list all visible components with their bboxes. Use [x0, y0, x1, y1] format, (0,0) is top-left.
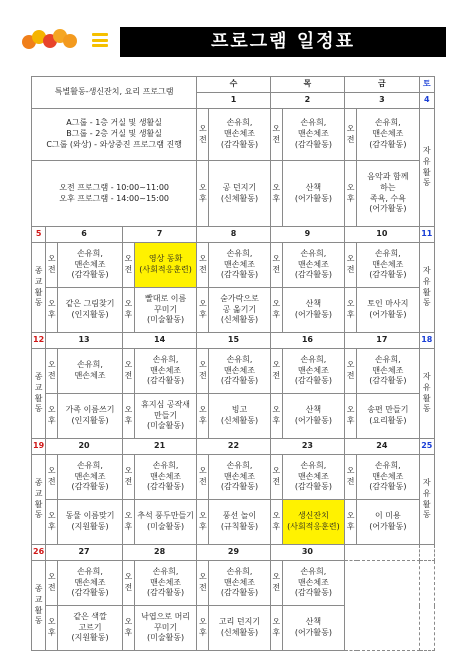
pm-cell: 산책 (어가활동) — [282, 606, 344, 651]
pm-label: 오후 — [345, 288, 357, 333]
day-header-wed: 수 — [197, 77, 270, 93]
am-cell: 손유희, 맨손체조 (감각활동) — [357, 349, 419, 394]
pm-label: 오후 — [122, 606, 134, 651]
pm-cell: 가족 이름쓰기 (인지활동) — [58, 394, 123, 439]
empty-cell — [345, 545, 419, 561]
date-26: 26 — [32, 545, 46, 561]
date-13: 13 — [46, 333, 123, 349]
am-cell: 손유희, 맨손체조 (감각활동) — [282, 455, 344, 500]
pm-cell: 고리 던지기 (신체활동) — [209, 606, 270, 651]
am-cell: 손유희, 맨손체조 (감각활동) — [134, 561, 196, 606]
am-label: 오전 — [197, 561, 209, 606]
date-10: 10 — [345, 227, 419, 243]
pm-label: 오후 — [345, 500, 357, 545]
am-label: 오전 — [46, 561, 58, 606]
saturday-side-label: 자유활동 — [419, 243, 434, 333]
am-label: 오전 — [197, 349, 209, 394]
pm-label: 오후 — [270, 606, 282, 651]
time-info — [32, 161, 197, 227]
am-cell: 손유희, 맨손체조 — [58, 349, 123, 394]
date-2: 2 — [270, 93, 344, 109]
am-cell: 손유희, 맨손체조 (감각활동) — [357, 455, 419, 500]
sunday-side-label: 종교활동 — [32, 561, 46, 651]
am-label: 오전 — [270, 349, 282, 394]
pm-time: 오후 프로그램 - 14:00~15:00 — [59, 193, 169, 203]
day-header-sat: 토 — [419, 77, 434, 93]
date-3: 3 — [345, 93, 419, 109]
date-16: 16 — [270, 333, 344, 349]
pm-label: 오후 — [122, 500, 134, 545]
pm-cell: 숟가락으로 공 옮기기 (신체활동) — [209, 288, 270, 333]
group-a: A그룹 - 1층 거실 및 생활실 — [66, 118, 163, 128]
am-label: 오전 — [46, 455, 58, 500]
pm-cell: 낙엽으로 머리 꾸미기 (미술활동) — [134, 606, 196, 651]
logo-icon — [22, 26, 86, 52]
pm-label: 오후 — [270, 288, 282, 333]
page-title: 프로그램 일정표 — [120, 27, 446, 57]
date-4: 4 — [419, 93, 434, 109]
date-24: 24 — [345, 439, 419, 455]
pm-cell: 같은 그림찾기 (인지활동) — [58, 288, 123, 333]
pm-cell: 동물 이름맞기 (지원활동) — [58, 500, 123, 545]
date-11: 11 — [419, 227, 434, 243]
pm-label: 오후 — [122, 288, 134, 333]
sunday-side-label: 종교활동 — [32, 349, 46, 439]
am-time: 오전 프로그램 - 10:00~11:00 — [59, 182, 169, 192]
pm-cell: 산책 (어가활동) — [282, 394, 344, 439]
pm-label: 오후 — [197, 161, 209, 227]
pm-label: 오후 — [46, 394, 58, 439]
am-label: 오전 — [345, 109, 357, 161]
date-28: 28 — [122, 545, 196, 561]
pm-cell: 토인 마사지 (어가활동) — [357, 288, 419, 333]
pm-cell: 송편 만들기 (요리활동) — [357, 394, 419, 439]
saturday-side-label: 자유활동 — [419, 109, 434, 227]
am-label: 오전 — [46, 243, 58, 288]
pm-label: 오후 — [46, 606, 58, 651]
group-c: C그룹 (와상) - 와상중진 프로그램 진행 — [46, 139, 182, 149]
am-cell: 손유희, 맨손체조 (감각활동) — [209, 349, 270, 394]
empty-cell — [345, 561, 419, 651]
pm-label: 오후 — [122, 394, 134, 439]
pm-cell: 같은 색깔 고르기 (지원활동) — [58, 606, 123, 651]
date-20: 20 — [46, 439, 123, 455]
page-header — [0, 0, 462, 62]
am-label: 오전 — [46, 349, 58, 394]
pm-label: 오후 — [46, 500, 58, 545]
pm-label: 오후 — [197, 288, 209, 333]
pm-cell: 음악과 함께 하는 족욕, 수욕 (어가활동) — [357, 161, 419, 227]
am-label: 오전 — [345, 349, 357, 394]
pm-cell: 산책 (어가활동) — [282, 288, 344, 333]
date-6: 6 — [46, 227, 123, 243]
empty-cell — [419, 561, 434, 651]
date-29: 29 — [197, 545, 270, 561]
group-info — [32, 109, 197, 161]
pm-cell: 공 던지기 (신체활동) — [209, 161, 270, 227]
am-label: 오전 — [345, 455, 357, 500]
intro-title: 특별활동-생신잔치, 요리 프로그램 — [32, 77, 197, 109]
pm-label: 오후 — [270, 161, 282, 227]
pm-cell: 추석 풍두만들기 (미술활동) — [134, 500, 196, 545]
date-23: 23 — [270, 439, 344, 455]
menu-icon[interactable] — [92, 33, 108, 47]
pm-label: 오후 — [46, 288, 58, 333]
am-cell: 손유희, 맨손체조 (감각활동) — [58, 455, 123, 500]
date-22: 22 — [197, 439, 270, 455]
am-label: 오전 — [270, 455, 282, 500]
pm-label: 오후 — [270, 500, 282, 545]
pm-cell: 풍선 놀이 (규칙활동) — [209, 500, 270, 545]
date-18: 18 — [419, 333, 434, 349]
date-30: 30 — [270, 545, 344, 561]
am-cell: 손유희, 맨손체조 (감각활동) — [282, 561, 344, 606]
date-17: 17 — [345, 333, 419, 349]
saturday-side-label: 자유활동 — [419, 349, 434, 439]
date-8: 8 — [197, 227, 270, 243]
pm-label: 오후 — [270, 394, 282, 439]
pm-label: 오후 — [197, 394, 209, 439]
am-cell: 손유희, 맨손체조 (감각활동) — [209, 243, 270, 288]
pm-label: 오후 — [197, 500, 209, 545]
date-15: 15 — [197, 333, 270, 349]
date-1: 1 — [197, 93, 270, 109]
am-cell: 손유희, 맨손체조 (감각활동) — [134, 349, 196, 394]
date-7: 7 — [122, 227, 196, 243]
am-label: 오전 — [197, 455, 209, 500]
am-cell: 손유희, 맨손체조 (감각활동) — [282, 109, 344, 161]
am-cell: 손유희, 맨손체조 (감각활동) — [58, 243, 123, 288]
am-label: 오전 — [197, 109, 209, 161]
am-label: 오전 — [197, 243, 209, 288]
am-cell-highlight: 영상 동화 (사회적응훈련) — [134, 243, 196, 288]
pm-label: 오후 — [345, 161, 357, 227]
am-cell: 손유희, 맨손체조 (감각활동) — [134, 455, 196, 500]
sunday-side-label: 종교활동 — [32, 243, 46, 333]
date-25: 25 — [419, 439, 434, 455]
am-cell: 손유희, 맨손체조 (감각활동) — [357, 243, 419, 288]
group-b: B그룹 - 2층 거실 및 생활실 — [66, 129, 163, 139]
am-label: 오전 — [122, 349, 134, 394]
am-cell: 손유희, 맨손체조 (감각활동) — [209, 109, 270, 161]
pm-label: 오후 — [197, 606, 209, 651]
am-cell: 손유희, 맨손체조 (감각활동) — [58, 561, 123, 606]
am-cell: 손유희, 맨손체조 (감각활동) — [282, 243, 344, 288]
am-cell: 손유희, 맨손체조 (감각활동) — [209, 561, 270, 606]
am-label: 오전 — [122, 561, 134, 606]
am-cell: 손유희, 맨손체조 (감각활동) — [282, 349, 344, 394]
date-14: 14 — [122, 333, 196, 349]
am-label: 오전 — [122, 455, 134, 500]
day-header-fri: 금 — [345, 77, 419, 93]
date-5: 5 — [32, 227, 46, 243]
am-label: 오전 — [270, 109, 282, 161]
date-12: 12 — [32, 333, 46, 349]
pm-cell: 휴지심 공작새 만들기 (미술활동) — [134, 394, 196, 439]
pm-label: 오후 — [345, 394, 357, 439]
day-header-thu: 목 — [270, 77, 344, 93]
sunday-side-label: 종교활동 — [32, 455, 46, 545]
pm-cell: 이 미용 (어가활동) — [357, 500, 419, 545]
am-cell: 손유희, 맨손체조 (감각활동) — [357, 109, 419, 161]
date-21: 21 — [122, 439, 196, 455]
am-label: 오전 — [122, 243, 134, 288]
am-cell: 손유희, 맨손체조 (감각활동) — [209, 455, 270, 500]
am-label: 오전 — [345, 243, 357, 288]
schedule-table — [31, 76, 435, 651]
pm-cell-highlight: 생신잔치 (사회적응훈련) — [282, 500, 344, 545]
am-label: 오전 — [270, 561, 282, 606]
date-19: 19 — [32, 439, 46, 455]
pm-cell: 빙고 (신체활동) — [209, 394, 270, 439]
empty-cell — [419, 545, 434, 561]
pm-cell: 산책 (어가활동) — [282, 161, 344, 227]
pm-cell: 빨대로 이름 꾸미기 (미술활동) — [134, 288, 196, 333]
am-label: 오전 — [270, 243, 282, 288]
date-9: 9 — [270, 227, 344, 243]
saturday-side-label: 자유활동 — [419, 455, 434, 545]
date-27: 27 — [46, 545, 123, 561]
